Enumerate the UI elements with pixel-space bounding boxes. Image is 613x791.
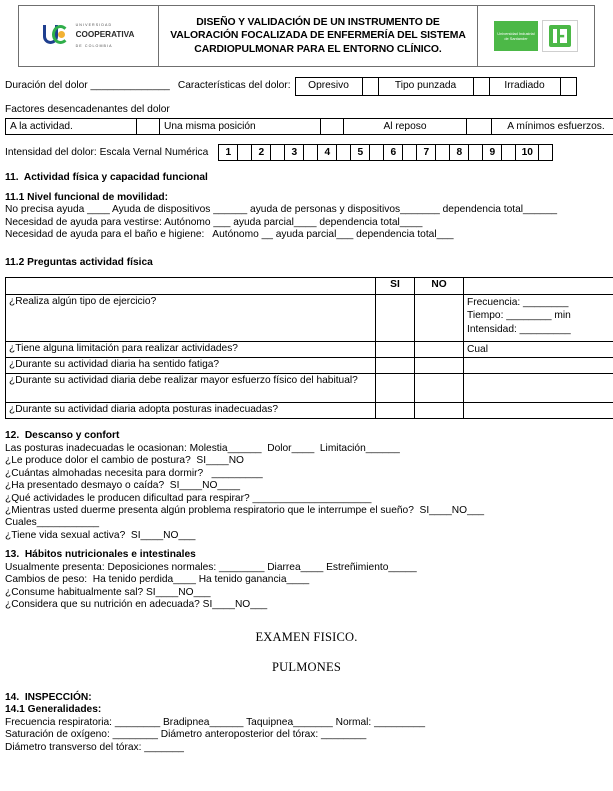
pain-option-irradiado: Irradiado: [489, 78, 560, 96]
nutrition-line-1: Usualmente presenta: Deposiciones normales: ________ Diarrea____ Estreñimiento_____: [5, 562, 608, 574]
pain-intensity-label: Intensidad del dolor: Escala Vernal Numérica: [5, 147, 208, 159]
uis-mark-box: [542, 20, 578, 52]
intensity-value-9[interactable]: 9: [483, 145, 502, 161]
comfort-line-4: ¿Ha presentado desmayo o caída? SI____NO____: [5, 480, 608, 492]
intensity-value-2[interactable]: 2: [252, 145, 271, 161]
pain-option-opresivo: Opresivo: [295, 78, 362, 96]
document-title: DISEÑO Y VALIDACIÓN DE UN INSTRUMENTO DE VALORACIÓN FOCALIZADA DE ENFERMERÍA DEL SISTEMA CARDIOPULMONAR PARA EL ENTORNO CLÍNICO.: [161, 16, 475, 57]
ucc-line1: UNIVERSIDAD: [76, 23, 113, 27]
comfort-line-8: ¿Tiene vida sexual activa? SI____NO___: [5, 530, 608, 542]
pain-duration-label: Duración del dolor ______________: [5, 80, 170, 92]
section-12: [0, 419, 613, 542]
notes-cell[interactable]: [464, 358, 613, 374]
mobility-line-3: Necesidad de ayuda para el baño e higiene: Autónomo __ ayuda parcial___ dependencia total___: [5, 229, 608, 241]
si-checkbox[interactable]: [376, 374, 415, 403]
section-11: [0, 161, 613, 269]
universidad-cooperativa-logo-icon: [43, 19, 135, 51]
notes-intensidad: Intensidad: _________: [467, 323, 613, 336]
mobility-line-2: Necesidad de ayuda para vestirse: Autónomo ___ ayuda parcial____ dependencia total____: [5, 217, 608, 229]
notes-tiempo: Tiempo: ________ min: [467, 309, 613, 322]
question-column-header: [6, 278, 376, 295]
si-checkbox[interactable]: [376, 342, 415, 358]
section-13-heading: 13. Hábitos nutricionales e intestinales: [5, 549, 608, 561]
comfort-line-3: ¿Cuántas almohadas necesita para dormir? _________: [5, 468, 608, 480]
ucc-line2: COOPERATIVA: [76, 30, 135, 39]
notes-cell[interactable]: [464, 403, 613, 419]
si-checkbox[interactable]: [376, 358, 415, 374]
physical-activity-questions-table: [5, 277, 613, 419]
header-left-logo-cell: [19, 6, 159, 67]
section-14-1-heading: 14.1 Generalidades:: [5, 704, 608, 716]
notes-cell[interactable]: [464, 295, 613, 342]
intensity-value-7[interactable]: 7: [417, 145, 436, 161]
pain-characteristics-table: [295, 77, 577, 96]
intensity-checkbox-9[interactable]: [502, 145, 516, 161]
no-checkbox[interactable]: [415, 358, 464, 374]
inspection-line-3: Diámetro transverso del tórax: _______: [5, 742, 608, 754]
inspection-line-1: Frecuencia respiratoria: ________ Bradipnea______ Taquipnea_______ Normal: _________: [5, 717, 608, 729]
nutrition-line-2: Cambios de peso: Ha tenido perdida____ Ha tenido ganancia____: [5, 574, 608, 586]
uis-green-text: Universidad Industrial de Santander: [494, 31, 538, 42]
trigger-checkbox-actividad[interactable]: [137, 119, 160, 135]
table-row: [6, 119, 613, 135]
trigger-checkbox-misma-posicion[interactable]: [321, 119, 344, 135]
pain-triggers-title: Factores desencadenantes del dolor: [5, 104, 613, 116]
trigger-option-actividad: A la actividad.: [6, 119, 137, 135]
intensity-checkbox-6[interactable]: [403, 145, 417, 161]
question-text: ¿Tiene alguna limitación para realizar actividades?: [6, 342, 376, 358]
table-row: [6, 342, 613, 358]
comfort-line-7: Cuales___________: [5, 517, 608, 529]
exam-section: [0, 611, 613, 692]
no-checkbox[interactable]: [415, 295, 464, 342]
intensity-checkbox-7[interactable]: [436, 145, 450, 161]
intensity-checkbox-2[interactable]: [271, 145, 285, 161]
ucc-mark-icon: [43, 24, 73, 46]
intensity-checkbox-5[interactable]: [370, 145, 384, 161]
document-header: [18, 5, 595, 67]
intensity-value-10[interactable]: 10: [516, 145, 539, 161]
section-11-heading: 11. Actividad física y capacidad funcional: [5, 172, 608, 184]
no-checkbox[interactable]: [415, 403, 464, 419]
intensity-value-3[interactable]: 3: [285, 145, 304, 161]
pain-intensity-scale-table: [218, 144, 553, 161]
question-text: ¿Realiza algún tipo de ejercicio?: [6, 295, 376, 342]
nutrition-line-4: ¿Considera que su nutrición en adecuada? SI____NO___: [5, 599, 608, 611]
pain-checkbox-irradiado[interactable]: [560, 78, 576, 96]
section-14-heading: 14. INSPECCIÓN:: [5, 692, 608, 704]
mobility-line-1: No precisa ayuda ____ Ayuda de dispositivos ______ ayuda de personas y dispositivos_______ dependencia total______: [5, 204, 608, 216]
si-column-header: SI: [376, 278, 415, 295]
ucc-wordmark: [76, 19, 135, 51]
inspection-line-2: Saturación de oxígeno: ________ Diámetro anteroposterior del tórax: ________: [5, 729, 608, 741]
header-title-cell: [159, 6, 478, 67]
ucc-line3: DE COLOMBIA: [76, 44, 113, 48]
table-row: [219, 145, 553, 161]
intensity-checkbox-3[interactable]: [304, 145, 318, 161]
intensity-checkbox-4[interactable]: [337, 145, 351, 161]
notes-frecuencia: Frecuencia: ________: [467, 296, 613, 309]
si-checkbox[interactable]: [376, 403, 415, 419]
table-header-row: [6, 278, 613, 295]
comfort-line-5: ¿Qué actividades le producen dificultad para respirar? _____________________: [5, 493, 608, 505]
intensity-value-4[interactable]: 4: [318, 145, 337, 161]
no-column-header: NO: [415, 278, 464, 295]
section-14: [0, 692, 613, 754]
exam-title: EXAMEN FISICO.: [5, 630, 608, 645]
trigger-option-misma-posicion: Una misma posición: [160, 119, 321, 135]
section-13: [0, 542, 613, 611]
notes-column-header: [464, 278, 613, 295]
pain-triggers-table: [5, 118, 613, 135]
intensity-checkbox-8[interactable]: [469, 145, 483, 161]
notes-cell[interactable]: [464, 374, 613, 403]
intensity-value-8[interactable]: 8: [450, 145, 469, 161]
trigger-option-reposo: Al reposo: [344, 119, 467, 135]
si-checkbox[interactable]: [376, 295, 415, 342]
document-page: [0, 5, 613, 791]
comfort-line-6: ¿Mientras usted duerme presenta algún problema respiratorio que le interrumpe el sueño? SI____NO___: [5, 505, 608, 517]
question-text: ¿Durante su actividad diaria debe realizar mayor esfuerzo físico del habitual?: [6, 374, 376, 403]
intensity-checkbox-10[interactable]: [539, 145, 553, 161]
pain-option-tipo-punzada: Tipo punzada: [378, 78, 473, 96]
uis-green-block: [494, 21, 538, 51]
uis-logo-icon: [494, 20, 578, 52]
question-text: ¿Durante su actividad diaria adopta posturas inadecuadas?: [6, 403, 376, 419]
intensity-value-6[interactable]: 6: [384, 145, 403, 161]
pain-triggers-block: [5, 104, 613, 135]
section-12-heading: 12. Descanso y confort: [5, 430, 608, 442]
header-right-logo-cell: [478, 6, 595, 67]
nutrition-line-3: ¿Consume habitualmente sal? SI____NO___: [5, 587, 608, 599]
table-row: [295, 78, 576, 96]
question-text: ¿Durante su actividad diaria ha sentido fatiga?: [6, 358, 376, 374]
comfort-line-1: Las posturas inadecuadas le ocasionan: Molestia______ Dolor____ Limitación______: [5, 443, 608, 455]
trigger-option-minimos-esfuerzos: A mínimos esfuerzos.: [492, 119, 613, 135]
intensity-value-5[interactable]: 5: [351, 145, 370, 161]
table-row: [6, 295, 613, 342]
pain-checkbox-tipo-punzada[interactable]: [473, 78, 489, 96]
table-row: [6, 403, 613, 419]
pain-checkbox-opresivo[interactable]: [362, 78, 378, 96]
no-checkbox[interactable]: [415, 374, 464, 403]
trigger-checkbox-reposo[interactable]: [467, 119, 492, 135]
table-row: [6, 374, 613, 403]
pain-characteristics-row: [5, 77, 613, 96]
no-checkbox[interactable]: [415, 342, 464, 358]
section-11-1-heading: 11.1 Nivel funcional de movilidad:: [5, 192, 608, 204]
intensity-checkbox-1[interactable]: [238, 145, 252, 161]
pain-intensity-row: [5, 144, 613, 161]
comfort-line-2: ¿Le produce dolor el cambio de postura? SI____NO: [5, 455, 608, 467]
notes-cell[interactable]: Cual: [464, 342, 613, 358]
uis-monogram-icon: [549, 25, 571, 47]
exam-subtitle: PULMONES: [5, 660, 608, 675]
table-row: [6, 358, 613, 374]
section-11-2-heading: 11.2 Preguntas actividad física: [5, 257, 608, 269]
pain-characteristics-label: Características del dolor:: [178, 80, 291, 92]
intensity-value-1[interactable]: 1: [219, 145, 238, 161]
